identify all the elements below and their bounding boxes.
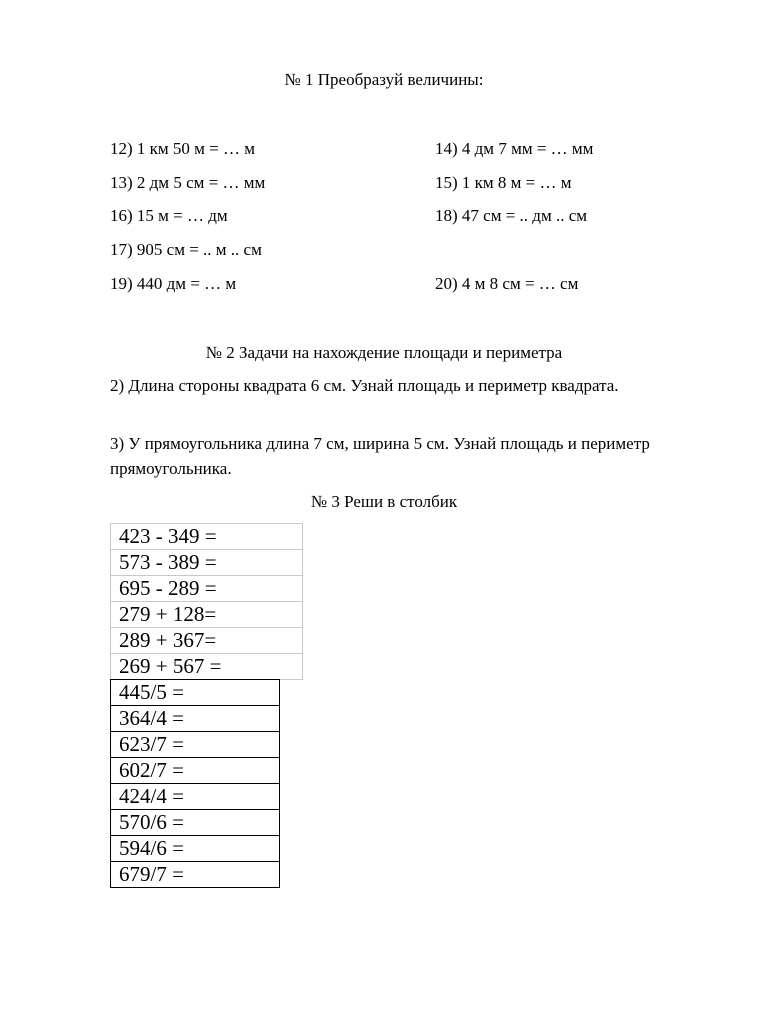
task1-item-14: 14) 4 дм 7 мм = … мм [435,139,594,158]
table-row [111,680,280,706]
table-cell: 594/6 = [111,836,280,862]
table-row [111,758,280,784]
table-cell: 445/5 = [111,680,280,706]
table-cell: 423 - 349 = [111,524,303,550]
table-cell: 679/7 = [111,862,280,888]
table-row [111,550,303,576]
task2-problem-2: 2) Длина стороны квадрата 6 см. Узнай площадь и периметр квадрата. [110,376,619,395]
table-row [111,810,280,836]
table-row [111,784,280,810]
table-cell: 695 - 289 = [111,576,303,602]
table-row [111,654,303,680]
table-row [111,706,280,732]
task1-title: № 1 Преобразуй величины: [284,70,484,89]
table-row [111,576,303,602]
task3-title: № 3 Реши в столбик [310,492,458,511]
task2-title: № 2 Задачи на нахождение площади и периметра [205,343,563,362]
table-row [111,862,280,888]
table-row [111,524,303,550]
table-cell: 623/7 = [111,732,280,758]
table-cell: 269 + 567 = [111,654,303,680]
table-cell: 602/7 = [111,758,280,784]
table-cell: 289 + 367= [111,628,303,654]
table-cell: 570/6 = [111,810,280,836]
table-row [111,628,303,654]
table-cell: 424/4 = [111,784,280,810]
task1-item-16: 16) 15 м = … дм [110,206,228,225]
table-row [111,732,280,758]
table-cell: 364/4 = [111,706,280,732]
task1-item-18: 18) 47 см = .. дм .. см [435,206,588,225]
table-cell: 279 + 128= [111,602,303,628]
task1-item-17: 17) 905 см = .. м .. см [110,240,262,259]
task1-item-20: 20) 4 м 8 см = … см [435,274,579,293]
table-row [111,602,303,628]
task1-item-13: 13) 2 дм 5 см = … мм [110,173,266,192]
task1-item-12: 12) 1 км 50 м = … м [110,139,256,158]
task2-problem-3: 3) У прямоугольника длина 7 см, ширина 5 см. Узнай площадь и периметр прямоугольника. [110,434,650,478]
add-sub-table [110,523,303,680]
division-table [110,679,280,888]
task1-item-19: 19) 440 дм = … м [110,274,237,293]
table-row [111,836,280,862]
task1-item-15: 15) 1 км 8 м = … м [435,173,572,192]
table-cell: 573 - 389 = [111,550,303,576]
